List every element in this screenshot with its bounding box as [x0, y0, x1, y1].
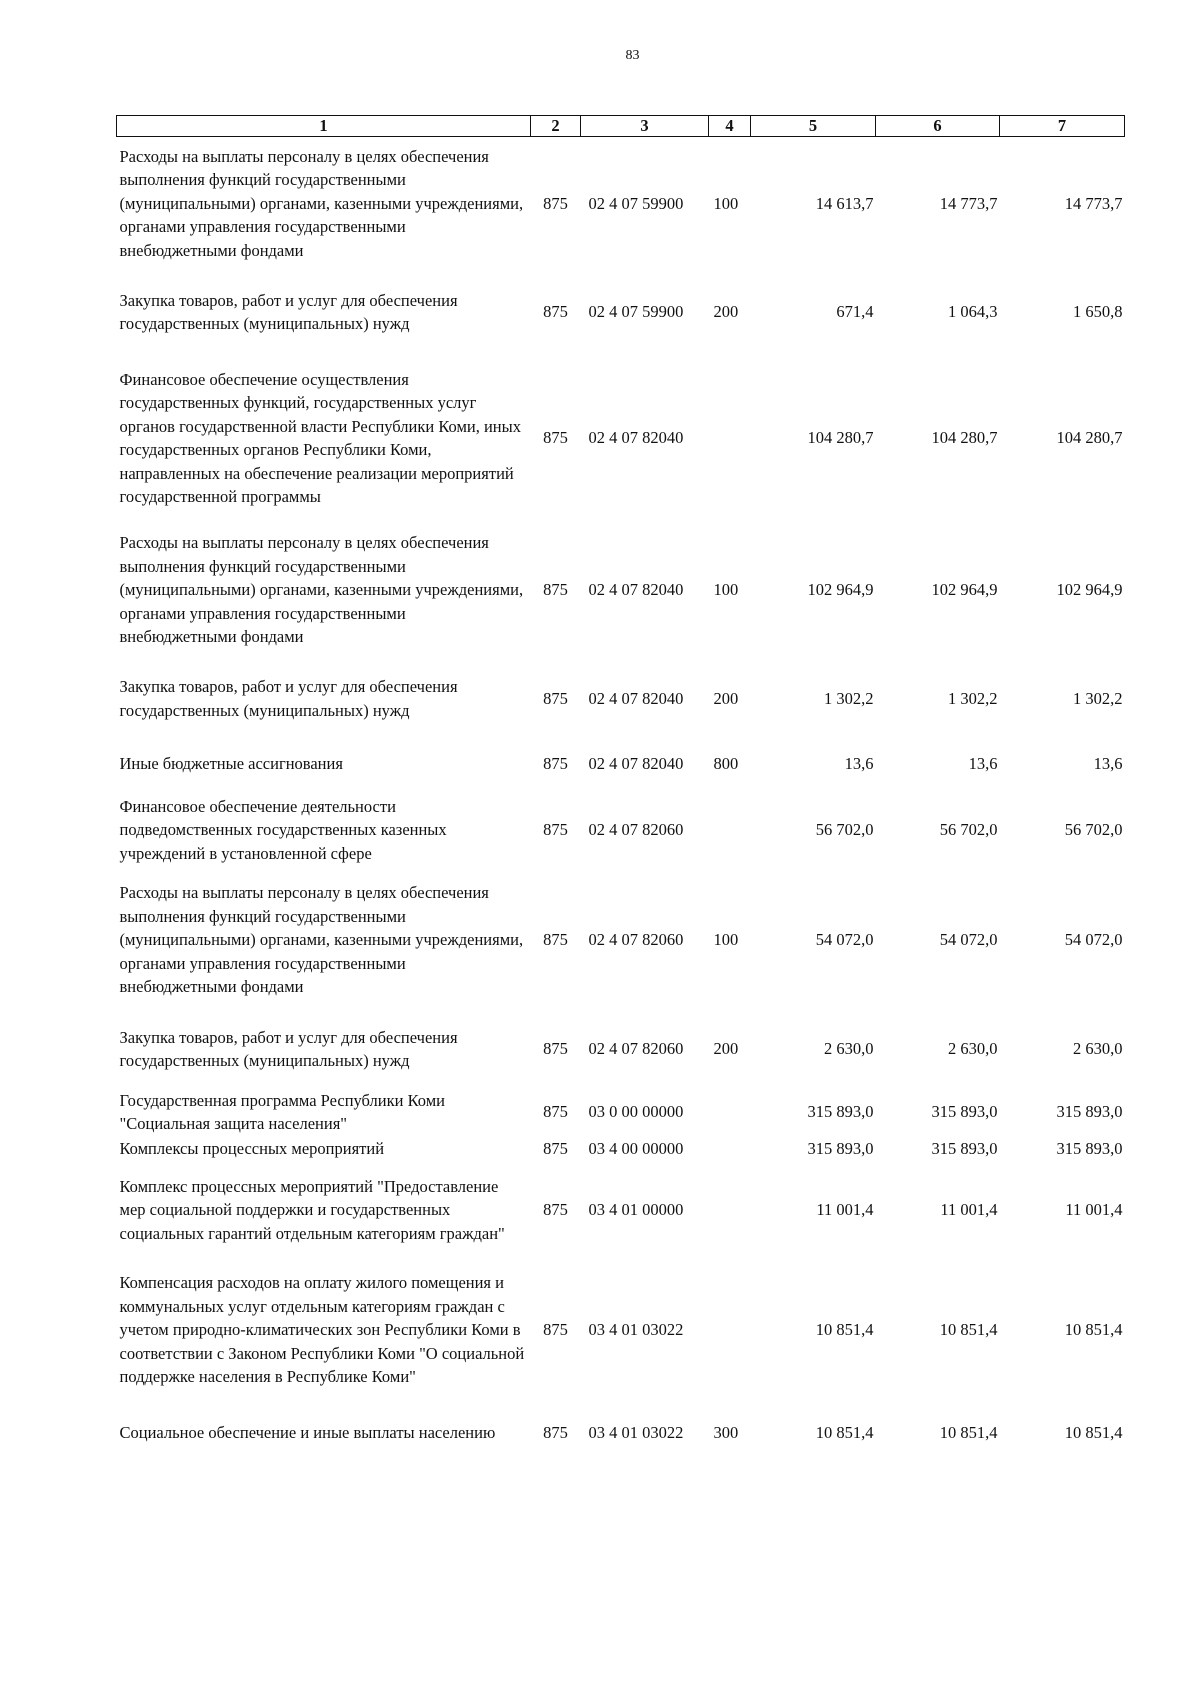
row-expense-type: 100 — [713, 930, 739, 950]
row-value-6: 14 773,7 — [939, 193, 998, 213]
header-col-7: 7 — [1000, 116, 1125, 137]
row-value-6: 315 893,0 — [931, 1139, 998, 1159]
row-value-6: 102 964,9 — [931, 580, 998, 600]
row-ministry: 875 — [543, 1320, 568, 1340]
row-value-5: 10 851,4 — [815, 1320, 874, 1340]
table-row — [117, 1163, 1125, 1258]
table-row — [117, 522, 1125, 659]
table-header — [117, 116, 1125, 137]
row-ministry: 875 — [543, 1200, 568, 1220]
row-ministry: 875 — [543, 1039, 568, 1059]
row-code: 02 4 07 82040 — [588, 428, 684, 448]
table-row — [117, 270, 1125, 355]
row-value-7: 315 893,0 — [1056, 1139, 1123, 1159]
row-value-5: 1 302,2 — [824, 688, 874, 708]
row-expense-type: 100 — [713, 193, 739, 213]
row-value-7: 13,6 — [1093, 754, 1123, 774]
row-expense-type — [709, 1258, 751, 1403]
row-ministry: 875 — [543, 1422, 568, 1442]
row-value-6: 1 064,3 — [948, 302, 998, 322]
row-description: Закупка товаров, работ и услуг для обеспечения государственных (муниципальных) нужд — [119, 290, 458, 333]
row-value-5: 11 001,4 — [816, 1200, 874, 1220]
row-code: 02 4 07 82040 — [588, 754, 684, 774]
header-col-1: 1 — [117, 116, 531, 137]
row-value-6: 10 851,4 — [939, 1320, 998, 1340]
row-value-5: 315 893,0 — [807, 1102, 874, 1122]
table-row — [117, 1258, 1125, 1403]
row-value-7: 14 773,7 — [1064, 193, 1123, 213]
row-code: 03 4 00 00000 — [588, 1139, 684, 1159]
row-expense-type — [709, 1089, 751, 1136]
row-code: 03 0 00 00000 — [588, 1102, 684, 1122]
header-col-2: 2 — [531, 116, 581, 137]
table-row — [117, 1403, 1125, 1463]
row-expense-type: 200 — [713, 302, 739, 322]
row-expense-type — [709, 1163, 751, 1258]
row-ministry: 875 — [543, 193, 568, 213]
row-description: Социальное обеспечение и иные выплаты населению — [119, 1422, 496, 1442]
row-value-5: 315 893,0 — [807, 1139, 874, 1159]
row-expense-type — [709, 790, 751, 871]
row-description: Государственная программа Республики Коми "Социальная защита населения" — [119, 1090, 445, 1133]
row-value-6: 54 072,0 — [939, 930, 998, 950]
row-expense-type: 300 — [713, 1422, 739, 1442]
row-ministry: 875 — [543, 428, 568, 448]
row-value-7: 1 302,2 — [1073, 688, 1123, 708]
table-row — [117, 1089, 1125, 1136]
row-ministry: 875 — [543, 688, 568, 708]
table-row — [117, 871, 1125, 1010]
row-code: 03 4 01 03022 — [588, 1422, 684, 1442]
row-value-7: 54 072,0 — [1064, 930, 1123, 950]
row-value-5: 2 630,0 — [824, 1039, 874, 1059]
header-col-4: 4 — [709, 116, 751, 137]
row-ministry: 875 — [543, 580, 568, 600]
row-description: Расходы на выплаты персоналу в целях обеспечения выполнения функций государственными (муниципальными) органами, казенными учреждениями, органами управления государственными внебюджетными фондами — [119, 533, 524, 647]
row-value-7: 1 650,8 — [1073, 302, 1123, 322]
row-value-6: 315 893,0 — [931, 1102, 998, 1122]
row-value-5: 102 964,9 — [807, 580, 874, 600]
row-value-5: 14 613,7 — [815, 193, 874, 213]
row-value-5: 13,6 — [844, 754, 874, 774]
row-description: Финансовое обеспечение деятельности подведомственных государственных казенных учреждений в установленной сфере — [119, 796, 447, 863]
row-description: Расходы на выплаты персоналу в целях обеспечения выполнения функций государственными (муниципальными) органами, казенными учреждениями, органами управления государственными внебюджетными фондами — [119, 883, 524, 997]
row-code: 03 4 01 03022 — [588, 1320, 684, 1340]
row-ministry: 875 — [543, 1139, 568, 1159]
row-value-6: 11 001,4 — [940, 1200, 998, 1220]
row-description: Комплексы процессных мероприятий — [119, 1139, 385, 1159]
row-value-6: 10 851,4 — [939, 1422, 998, 1442]
row-value-6: 104 280,7 — [931, 428, 998, 448]
row-code: 02 4 07 82040 — [588, 688, 684, 708]
row-code: 02 4 07 82060 — [588, 820, 684, 840]
row-ministry: 875 — [543, 1102, 568, 1122]
row-description: Финансовое обеспечение осуществления государственных функций, государственных услуг органов государственной власти Республики Коми, иных государственных органов Республики Коми, направленных на обеспечение реализации мероприятий государственной программы — [119, 369, 521, 506]
row-ministry: 875 — [543, 820, 568, 840]
row-expense-type: 200 — [713, 688, 739, 708]
table-row — [117, 1136, 1125, 1163]
row-expense-type — [709, 1136, 751, 1163]
row-value-7: 10 851,4 — [1064, 1320, 1123, 1340]
row-value-7: 102 964,9 — [1056, 580, 1123, 600]
header-col-6: 6 — [876, 116, 1000, 137]
row-description: Закупка товаров, работ и услуг для обеспечения государственных (муниципальных) нужд — [119, 1027, 458, 1070]
row-value-7: 104 280,7 — [1056, 428, 1123, 448]
row-description: Комплекс процессных мероприятий "Предоставление мер социальной поддержки и государственных социальных гарантий отдельным категориям граждан" — [119, 1176, 505, 1243]
table-row — [117, 1010, 1125, 1089]
table-row — [117, 739, 1125, 790]
budget-table — [116, 115, 1125, 1463]
row-ministry: 875 — [543, 754, 568, 774]
row-code: 02 4 07 82040 — [588, 580, 684, 600]
row-value-5: 10 851,4 — [815, 1422, 874, 1442]
row-value-6: 2 630,0 — [948, 1039, 998, 1059]
row-description: Закупка товаров, работ и услуг для обеспечения государственных (муниципальных) нужд — [119, 677, 458, 720]
row-description: Иные бюджетные ассигнования — [119, 754, 343, 774]
row-value-7: 10 851,4 — [1064, 1422, 1123, 1442]
row-value-6: 56 702,0 — [939, 820, 998, 840]
row-code: 02 4 07 59900 — [588, 193, 684, 213]
row-ministry: 875 — [543, 302, 568, 322]
table-row — [117, 790, 1125, 871]
row-code: 02 4 07 82060 — [588, 1039, 684, 1059]
row-code: 02 4 07 59900 — [588, 302, 684, 322]
page-number: 83 — [625, 48, 640, 63]
header-col-5: 5 — [751, 116, 876, 137]
table-row — [117, 137, 1125, 270]
table-row — [117, 355, 1125, 522]
row-description: Расходы на выплаты персоналу в целях обеспечения выполнения функций государственными (муниципальными) органами, казенными учреждениями, органами управления государственными внебюджетными фондами — [119, 146, 524, 260]
row-value-7: 2 630,0 — [1073, 1039, 1123, 1059]
row-value-5: 54 072,0 — [815, 930, 874, 950]
row-expense-type — [709, 355, 751, 522]
row-description: Компенсация расходов на оплату жилого помещения и коммунальных услуг отдельным категориям граждан с учетом природно-климатических зон Республики Коми в соответствии с Законом Республики Коми "О социальной поддержке населения в Республике Коми" — [119, 1273, 525, 1387]
row-value-7: 56 702,0 — [1064, 820, 1123, 840]
table-row — [117, 659, 1125, 739]
row-expense-type: 800 — [713, 754, 739, 774]
header-row — [117, 116, 1125, 137]
header-col-3: 3 — [581, 116, 709, 137]
row-value-6: 13,6 — [968, 754, 998, 774]
row-expense-type: 200 — [713, 1039, 739, 1059]
table-body — [117, 137, 1125, 1463]
row-ministry: 875 — [543, 930, 568, 950]
row-value-5: 56 702,0 — [815, 820, 874, 840]
row-value-7: 315 893,0 — [1056, 1102, 1123, 1122]
row-value-7: 11 001,4 — [1065, 1200, 1123, 1220]
row-value-5: 671,4 — [836, 302, 874, 322]
row-value-5: 104 280,7 — [807, 428, 874, 448]
row-expense-type: 100 — [713, 580, 739, 600]
row-code: 02 4 07 82060 — [588, 930, 684, 950]
row-code: 03 4 01 00000 — [588, 1200, 684, 1220]
row-value-6: 1 302,2 — [948, 688, 998, 708]
